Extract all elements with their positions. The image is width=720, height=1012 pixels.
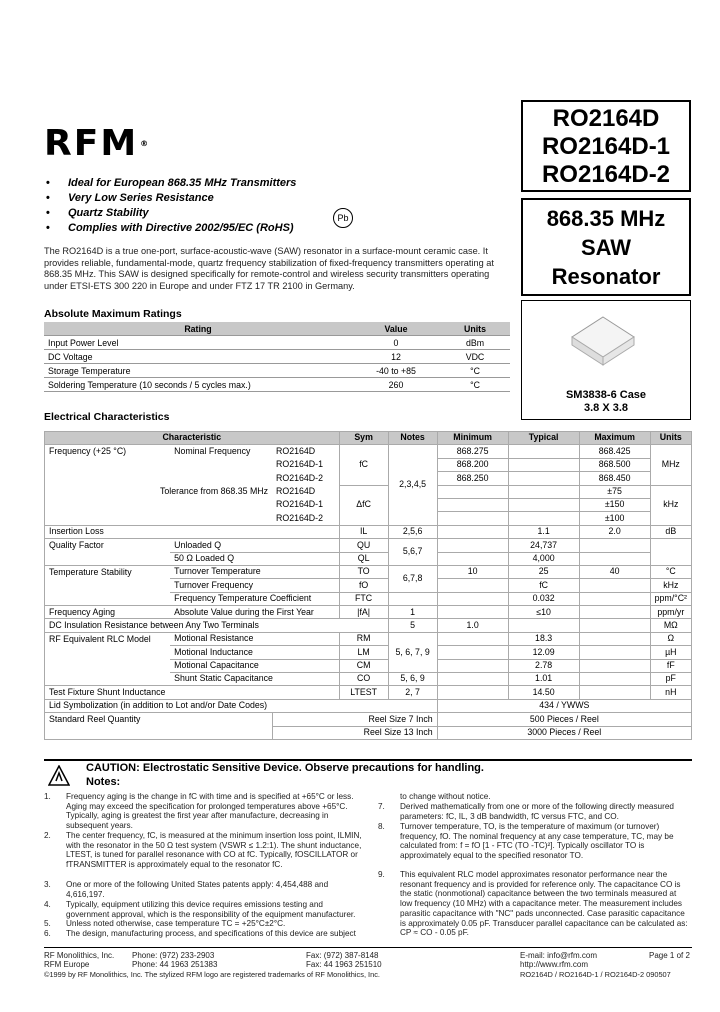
ec-col-min: Minimum (437, 432, 508, 445)
table-row: Motional Capacitance CM 2.78 fF (45, 659, 692, 672)
table-row: RO2164D-2 ±100 (45, 512, 692, 525)
table-row: Soldering Temperature (10 seconds / 5 cycles max.) 260 °C (44, 378, 510, 392)
ec-col-typ: Typical (508, 432, 579, 445)
feature-item: • Complies with Directive 2002/95/EC (RoHS) (44, 221, 296, 236)
case-box (521, 300, 691, 420)
note-text: Unless noted otherwise, case temperature TC = +25°C±2°C. (66, 919, 286, 928)
rfm-logo: RFM ® (44, 123, 149, 164)
product-line: SAW (580, 235, 632, 260)
notes-right: to change without notice. 7. Derived mathematically from one or more of the following directly measured parameters: fC, IL, 3 dB bandwidth, fC versus FTC, and CO. 8. Turnover temperature, TO, is the temperature of maximum (or turnover) frequency, fO. The nominal frequency at any case temperature, TC, may be calculated from: f = fO [1 - FTC (TO -TC)²]. Typically oscillator TO is approximately equal to the specified resonator TO. 9. This equivalent RLC model approximates resonator performance near the resonant frequency and is provided for reference only. The capacitance CO is the static (nonmotional) capacitance between the two terminals measured at low frequency (10 MHz) with a capacitance meter. The measurement includes parasitic capacitance with "NC" pads unconnected. Case parasitic capacitance is approximately 0.05 pF. Transducer parallel capacitance can be calculated as: CP ≈ CO - 0.05 pF. (378, 792, 692, 942)
note-text: One or more of the following United States patents apply: 4,454,488 and 4,616,197. (66, 880, 329, 899)
ec-heading: Electrical Characteristics (44, 411, 170, 423)
table-row: Tolerance from 868.35 MHz RO2164D ΔfC ±75 kHz (45, 485, 692, 498)
table-row: Motional Inductance LM 12.09 µH (45, 646, 692, 659)
amr-table (44, 322, 510, 392)
table-row: RO2164D-1 868.200 868.500 (45, 458, 692, 471)
notes-left: 1. Frequency aging is the change in fC with time and is specified at +65°C or less. Aging may exceed the specification for prolonged temperatures above +65°C. Typically, aging is greatest the first year after manufacture, decreasing in subsequent years. 2. The center frequency, fC, is measured at the minimum insertion loss point, ILMIN, with the resonator in the 50 Ω test system (VSWR ≤ 1.2:1). The shunt inductance, LTEST, is tuned for parallel resonance with CO at fC. Typically, fOSCILLATOR or fTRANSMITTER is approximately equal to the resonator fC. 3. One or more of the following United States patents apply: 4,454,488 and 4,616,197. 4. Typically, equipment utilizing this device requires emissions testing and government approval, which is the responsibility of the equipment manufacturer. 5. Unless noted otherwise, case temperature TC = +25°C±2°C. 6. The design, manufacturing process, and specifications of this device are subject (44, 792, 366, 942)
lead-free-icon: Pb (333, 208, 353, 228)
product-line: 868.35 MHz (546, 206, 666, 231)
table-row: Quality Factor Unloaded Q QU 5,6,7 24,737 (45, 539, 692, 552)
caution-text: CAUTION: Electrostatic Sensitive Device. Observe precautions for handling. (86, 762, 484, 774)
amr-col-rating: Rating (44, 322, 352, 336)
amr-col-units: Units (440, 322, 510, 336)
feature-item: • Very Low Series Resistance (44, 191, 296, 206)
ec-col-notes: Notes (388, 432, 437, 445)
case-label: SM3838-6 Case 3.8 X 3.8 (565, 389, 647, 414)
table-row: Insertion Loss IL 2,5,6 1.1 2.0 dB (45, 525, 692, 538)
table-row: Frequency Temperature Coefficient FTC 0.032 ppm/°C² (45, 592, 692, 605)
table-row: Temperature Stability Turnover Temperature TO 6,7,8 10 25 40 °C (45, 565, 692, 578)
amr-heading: Absolute Maximum Ratings (44, 308, 182, 320)
feature-list (44, 176, 296, 236)
ec-col-units: Units (650, 432, 691, 445)
note-text: The center frequency, fC, is measured at the minimum insertion loss point, ILMIN, with the resonator in the 50 Ω test system (VSWR ≤ 1.2:1). The shunt inductance, LTEST, is tuned for parallel resonance with CO at fC. Typically, fOSCILLATOR or fTRANSMITTER is approximately equal to the resonator fC. (66, 831, 362, 870)
note-text: Derived mathematically from one or more of the following directly measured parameters: fC, IL, 3 dB bandwidth, fC versus FTC, and CO. (400, 802, 674, 821)
case-package-icon (568, 313, 638, 373)
product-box (521, 198, 691, 296)
table-row: 50 Ω Loaded Q QL 4,000 (45, 552, 692, 565)
note-text: Frequency aging is the change in fC with time and is specified at +65°C or less. Aging may exceed the specification for prolonged temperatures above +65°C. Typically, aging is greatest the first year after manufacture, decreasing in subsequent years. (66, 792, 354, 831)
table-row: DC Insulation Resistance between Any Two Terminals 5 1.0 MΩ (45, 619, 692, 632)
notes-heading: Notes: (86, 776, 121, 788)
amr-col-value: Value (352, 322, 440, 336)
part-number: RO2164D-1 (541, 133, 671, 160)
product-line: Resonator (551, 264, 661, 289)
table-row: Standard Reel Quantity Reel Size 7 Inch 500 Pieces / Reel (45, 713, 692, 726)
table-row: Frequency (+25 °C) Nominal Frequency RO2164D fC 2,3,4,5 868.275 868.425 MHz (45, 445, 692, 458)
table-row: Storage Temperature -40 to +85 °C (44, 364, 510, 378)
esd-warning-icon (48, 765, 70, 787)
feature-item: • Ideal for European 868.35 MHz Transmitters (44, 176, 296, 191)
table-row: DC Voltage 12 VDC (44, 350, 510, 364)
ec-col-max: Maximum (579, 432, 650, 445)
note-text: Typically, equipment utilizing this device requires emissions testing and government approval, which is the responsibility of the equipment manufacturer. (66, 900, 356, 919)
table-row: Shunt Static Capacitance CO 5, 6, 9 1.01 pF (45, 673, 692, 686)
intro-paragraph: The RO2164D is a true one-port, surface-acoustic-wave (SAW) resonator in a surface-mount ceramic case. It provides reliable, fundamental-mode, quartz frequency stabilization of fixed-frequency transmitters operating at 868.35 MHz. This SAW is designed specifically for remote-control and wireless security transmitters operating under ETSI-ETS 300 220 in Europe and under FTZ 17 TR 2100 in Germany. (44, 246, 494, 291)
page-number: Page 1 of 2 (649, 951, 690, 960)
table-row: Lid Symbolization (in addition to Lot and/or Date Codes) 434 / YWWS (45, 699, 692, 712)
table-row: RO2164D-2 868.250 868.450 (45, 472, 692, 485)
footer: RF Monolithics, Inc. RFM Europe ©1999 by RF Monolithics, Inc. The stylized RFM logo are registered trademarks of RF Monolithics, Inc. Phone: (972) 233-2903 Phone: 44 1963 251383 Fax: (972) 387-8148 Fax: 44 1963 251510 E-mail: info@rfm.com http://www.rfm.com RO2164D / RO2164D-1 / RO2164D-2 090507 Page 1 of 2 (44, 947, 692, 988)
table-row: Test Fixture Shunt Inductance LTEST 2, 7 14.50 nH (45, 686, 692, 699)
part-number: RO2164D (552, 105, 660, 132)
caution-banner (44, 759, 692, 787)
ec-table (44, 431, 692, 740)
table-row: Frequency Aging Absolute Value during the First Year |fA| 1 ≤10 ppm/yr (45, 606, 692, 619)
table-row: RO2164D-1 ±150 (45, 498, 692, 511)
ec-col-characteristic: Characteristic (45, 432, 340, 445)
table-row: Turnover Frequency fO fC kHz (45, 579, 692, 592)
feature-item: • Quartz Stability (44, 206, 296, 221)
table-row: Reel Size 13 Inch 3000 Pieces / Reel (45, 726, 692, 739)
table-row: Input Power Level 0 dBm (44, 336, 510, 350)
note-text: The design, manufacturing process, and specifications of this device are subject (66, 929, 356, 938)
part-number-box (521, 100, 691, 192)
note-text: This equivalent RLC model approximates resonator performance near the resonant frequency and is provided for reference only. The capacitance CO is the static (nonmotional) capacitance between the two terminals measured at low frequency (10 MHz) with a capacitance meter. The measurement includes parasitic capacitance with "NC" pads unconnected. Case parasitic capacitance is approximately 0.05 pF. Transducer parallel capacitance can be calculated as: CP ≈ CO - 0.05 pF. (400, 870, 688, 938)
table-row: RF Equivalent RLC Model Motional Resistance RM 5, 6, 7, 9 18.3 Ω (45, 632, 692, 645)
ec-col-sym: Sym (339, 432, 388, 445)
note-text: to change without notice. (400, 792, 491, 801)
part-number: RO2164D-2 (541, 161, 671, 188)
note-text: Turnover temperature, TO, is the temperature of maximum (or turnover) frequency, fO. The nominal frequency at any case temperature, TC, may be calculated from: f = fO [1 - FTC (TO -TC)²]. Typically oscillator TO is approximately equal to the specified resonator TO. (400, 822, 674, 861)
